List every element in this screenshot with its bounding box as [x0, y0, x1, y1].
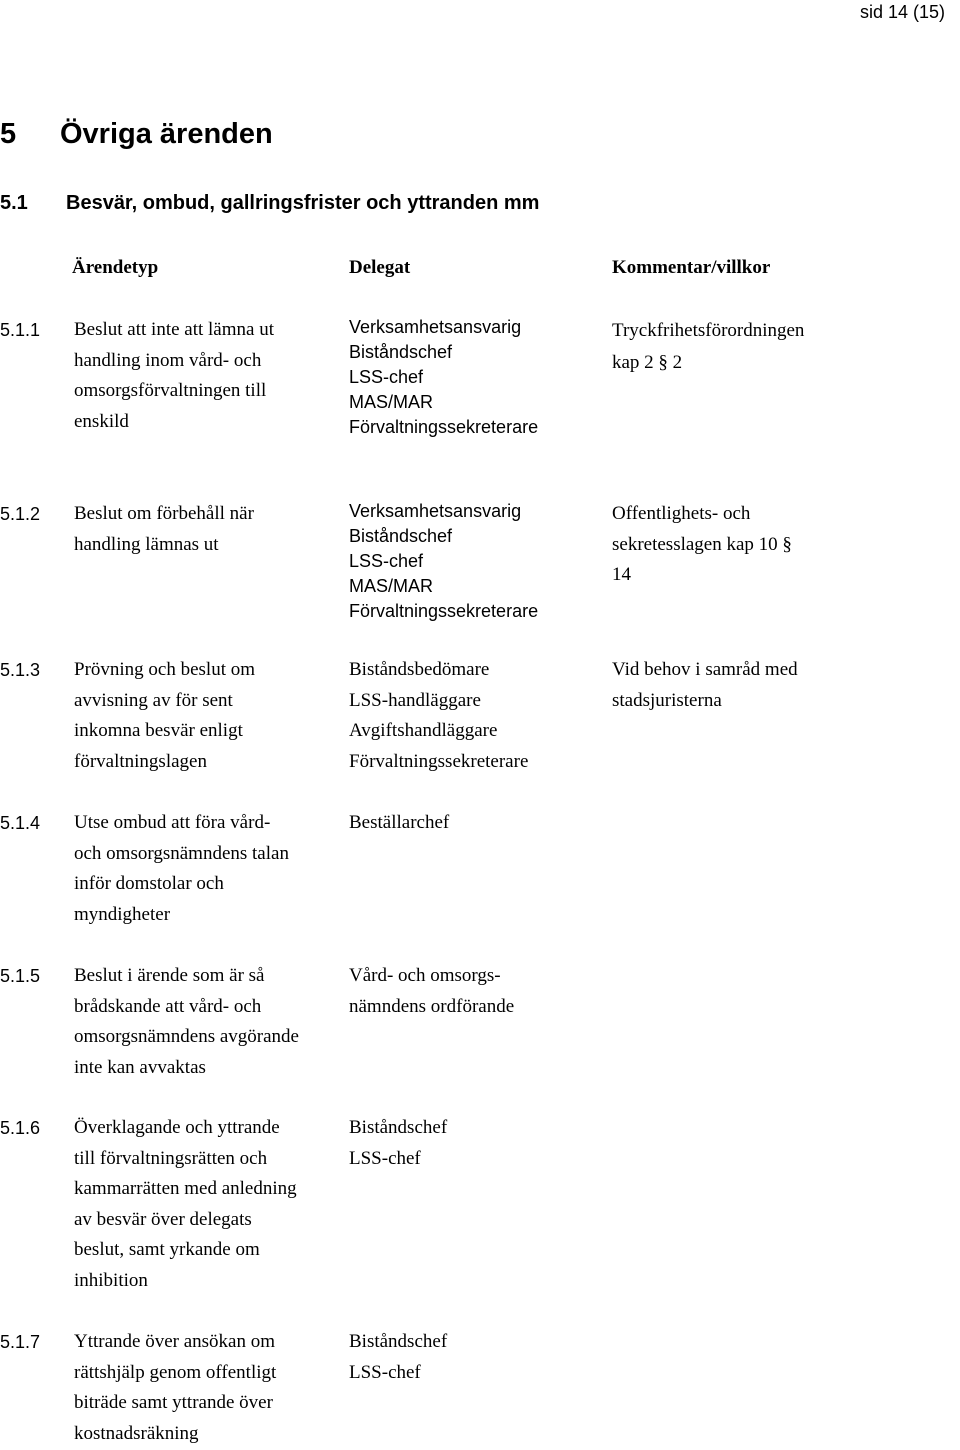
row-number: 5.1.6: [0, 1118, 41, 1138]
row-delegate-line: MAS/MAR: [349, 392, 434, 412]
row-comment-line: kap 2 § 2: [612, 351, 683, 373]
row-delegate-line: LSS-chef: [349, 551, 424, 571]
row-type-line: handling lämnas ut: [74, 533, 219, 555]
section-heading: [0, 192, 539, 215]
row-delegate-line: MAS/MAR: [349, 576, 434, 596]
row-comment-line: stadsjuristerna: [612, 689, 722, 711]
row-number: 5.1.3: [0, 660, 41, 680]
page-number: sid 14 (15): [859, 2, 945, 22]
row-type-line: omsorgsnämndens avgörande: [74, 1026, 299, 1047]
row-delegate: [349, 808, 604, 839]
row-type-line: omsorgsförvaltningen till: [74, 380, 267, 401]
row-delegate-line: Biståndschef: [349, 526, 453, 546]
row-type-line: kammarrätten med anledning: [74, 1178, 297, 1199]
row-number: 5.1.5: [0, 966, 41, 986]
row-type-line: Beslut om förbehåll när: [74, 503, 254, 524]
row-comment-line: Tryckfrihetsförordningen: [612, 320, 805, 341]
row-delegate-line: Förvaltningssekreterare: [349, 750, 529, 772]
row-type: [74, 499, 339, 560]
row-number: 5.1.7: [0, 1332, 41, 1352]
chapter-heading: [0, 118, 273, 151]
row-type-line: inte kan avvaktas: [74, 1056, 206, 1078]
row-delegate-line: Förvaltningssekreterare: [349, 601, 539, 621]
row-comment-line: sekretesslagen kap 10 §: [612, 533, 792, 555]
row-type: [74, 961, 339, 1083]
row-delegate-line: LSS-chef: [349, 1361, 421, 1383]
row-type-line: kostnadsräkning: [74, 1422, 199, 1444]
column-header-type: Ärendetyp: [72, 257, 159, 278]
row-type-line: inkomna besvär enligt: [74, 720, 243, 741]
row-number: 5.1.1: [0, 320, 41, 340]
row-delegate: [349, 655, 604, 777]
row-type-line: inför domstolar och: [74, 873, 224, 894]
chapter-number: 5: [0, 118, 17, 150]
row-type-line: avvisning av för sent: [74, 689, 233, 711]
section-title: Besvär, ombud, gallringsfrister och yttranden mm: [66, 192, 540, 214]
row-type-line: Beslut att inte att lämna ut: [74, 319, 274, 340]
row-type-line: Prövning och beslut om: [74, 659, 256, 680]
row-type-line: och omsorgsnämndens talan: [74, 842, 289, 864]
row-type: [74, 655, 339, 777]
row-delegate-line: LSS-chef: [349, 1147, 421, 1169]
row-type-line: förvaltningslagen: [74, 750, 207, 772]
row-comment-line: 14: [612, 564, 631, 585]
row-type-line: av besvär över delegats: [74, 1208, 252, 1230]
row-type-line: Utse ombud att föra vård-: [74, 812, 271, 833]
row-type-line: inhibition: [74, 1269, 148, 1291]
row-delegate-line: Biståndsbedömare: [349, 659, 490, 680]
row-delegate: [349, 1113, 604, 1174]
chapter-title: Övriga ärenden: [60, 118, 273, 150]
column-header-comment: Kommentar/villkor: [612, 257, 771, 278]
row-delegate-line: Biståndschef: [349, 1331, 448, 1352]
row-delegate-line: Vård- och omsorgs-: [349, 965, 501, 986]
row-delegate-line: Avgiftshandläggare: [349, 720, 498, 741]
row-type: [74, 1327, 339, 1449]
row-delegate-line: Biståndschef: [349, 1117, 448, 1138]
row-comment: [612, 315, 842, 378]
row-type-line: Yttrande över ansökan om: [74, 1331, 276, 1352]
row-type-line: myndigheter: [74, 903, 171, 925]
row-type-line: Beslut i ärende som är så: [74, 965, 265, 986]
row-delegate: [349, 499, 604, 624]
row-comment-line: Vid behov i samråd med: [612, 659, 798, 680]
row-delegate-line: LSS-chef: [349, 367, 424, 387]
row-delegate: [349, 315, 604, 440]
row-delegate-line: Beställarchef: [349, 812, 450, 833]
row-delegate: [349, 961, 604, 1022]
row-delegate-line: Verksamhetsansvarig: [349, 317, 522, 337]
row-delegate-line: LSS-handläggare: [349, 689, 481, 711]
row-type-line: brådskande att vård- och: [74, 995, 262, 1017]
row-delegate-line: Biståndschef: [349, 342, 453, 362]
row-type-line: enskild: [74, 410, 129, 432]
row-delegate-line: nämndens ordförande: [349, 995, 515, 1017]
row-type-line: Överklagande och yttrande: [74, 1117, 280, 1138]
column-header-delegate: Delegat: [349, 257, 411, 278]
row-type: [74, 315, 339, 437]
row-number: 5.1.2: [0, 504, 41, 524]
row-delegate: [349, 1327, 604, 1388]
row-comment: [612, 655, 842, 716]
row-type: [74, 1113, 339, 1296]
row-type-line: till förvaltningsrätten och: [74, 1147, 268, 1169]
row-comment: [612, 499, 842, 591]
section-number: 5.1: [0, 192, 28, 214]
row-type-line: beslut, samt yrkande om: [74, 1239, 260, 1260]
row-type-line: biträde samt yttrande över: [74, 1392, 273, 1413]
row-type-line: rättshjälp genom offentligt: [74, 1361, 277, 1383]
row-comment-line: Offentlighets- och: [612, 503, 751, 524]
row-type: [74, 808, 339, 930]
row-delegate-line: Förvaltningssekreterare: [349, 417, 539, 437]
row-number: 5.1.4: [0, 813, 41, 833]
row-type-line: handling inom vård- och: [74, 349, 262, 371]
row-delegate-line: Verksamhetsansvarig: [349, 501, 522, 521]
